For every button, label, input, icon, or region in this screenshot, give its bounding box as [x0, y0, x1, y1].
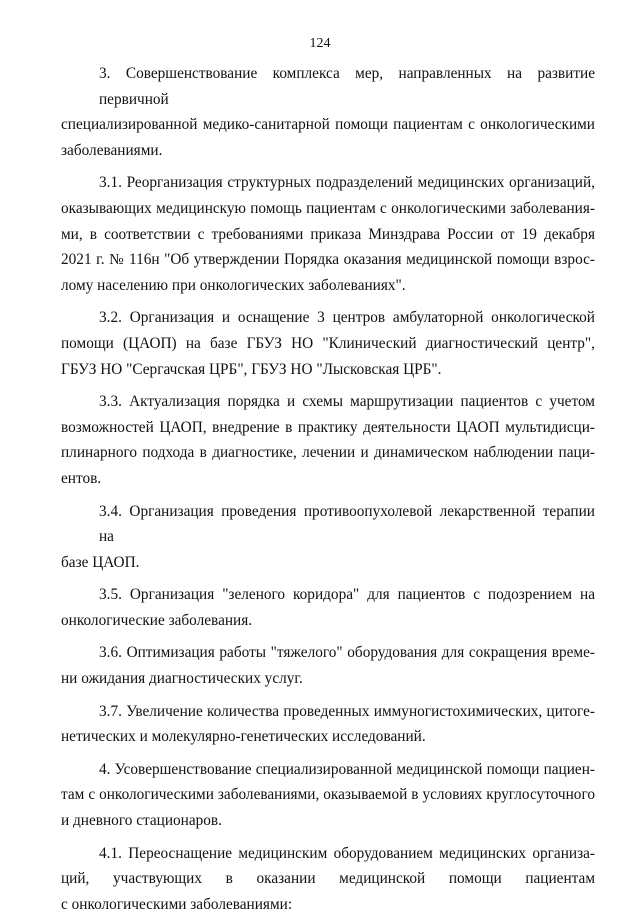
paragraph-line: 4.1. Переоснащение медицинским оборудованием медицинских организа- — [99, 844, 595, 862]
page-number: 124 — [309, 36, 331, 51]
paragraph-p3-6 — [61, 640, 595, 691]
paragraph-line: специализированной медико-санитарной помощи пациентам с онкологическими — [61, 116, 595, 134]
paragraph-line: ГБУЗ НО "Сергачская ЦРБ", ГБУЗ НО "Лысковская ЦРБ". — [61, 360, 442, 378]
paragraph-line: заболеваниями. — [61, 141, 163, 159]
paragraph-line: там с онкологическими заболеваниями, оказываемой в условиях круглосуточного — [61, 786, 595, 804]
paragraph-line: ентов. — [61, 469, 102, 487]
paragraph-line: 3.6. Оптимизация работы "тяжелого" оборудования для сокращения време- — [99, 644, 595, 662]
paragraph-p3-4 — [61, 499, 595, 576]
paragraph-line: помощи (ЦАОП) на базе ГБУЗ НО "Клинический диагностический центр", — [61, 334, 595, 352]
paragraph-line: 2021 г. № 116н "Об утверждении Порядка оказания медицинской помощи взрос- — [61, 251, 595, 269]
paragraph-line: лому населению при онкологических заболеваниях". — [61, 276, 406, 294]
document-body — [61, 61, 595, 917]
paragraph-p3-1 — [61, 170, 595, 298]
paragraph-line: 3.4. Организация проведения противоопухолевой лекарственной терапии на — [99, 502, 595, 546]
paragraph-p3 — [61, 61, 595, 163]
paragraph-line: возможностей ЦАОП, внедрение в практику деятельности ЦАОП мультидисци- — [61, 418, 595, 436]
paragraph-line: онкологические заболевания. — [61, 611, 253, 629]
paragraph-line: базе ЦАОП. — [61, 553, 140, 571]
paragraph-line: 3.1. Реорганизация структурных подразделений медицинских организаций, — [99, 174, 595, 192]
paragraph-line: 4. Усовершенствование специализированной медицинской помощи пациен- — [99, 760, 595, 778]
paragraph-line: ми, в соответствии с требованиями приказа Минздрава России от 19 декабря — [61, 225, 595, 243]
paragraph-line: 3.7. Увеличение количества проведенных иммуногистохимических, цитоге- — [99, 702, 595, 720]
paragraph-line: 3. Совершенствование комплекса мер, направленных на развитие первичной — [99, 65, 595, 108]
paragraph-line: ций, участвующих в оказании медицинской помощи пациентам — [61, 870, 595, 888]
paragraph-line: с онкологическими заболеваниями: — [61, 895, 293, 913]
paragraph-p3-2 — [61, 305, 595, 382]
paragraph-p3-3 — [61, 389, 595, 491]
paragraph-line: ни ожидания диагностических услуг. — [61, 670, 303, 688]
paragraph-p4-1 — [61, 841, 595, 917]
paragraph-line: и дневного стационаров. — [61, 812, 222, 830]
paragraph-line: 3.2. Организация и оснащение 3 центров амбулаторной онкологической — [99, 309, 595, 327]
paragraph-p3-7 — [61, 699, 595, 750]
paragraph-p3-5 — [61, 582, 595, 633]
paragraph-line: оказывающих медицинскую помощь пациентам с онкологическими заболевания- — [61, 199, 595, 217]
paragraph-line: нетических и молекулярно-генетических исследований. — [61, 728, 426, 746]
paragraph-line: 3.3. Актуализация порядка и схемы маршрутизации пациентов с учетом — [99, 393, 595, 411]
paragraph-line: плинарного подхода в диагностике, лечении и динамическом наблюдении паци- — [61, 444, 595, 462]
paragraph-line: 3.5. Организация "зеленого коридора" для пациентов с подозрением на — [99, 586, 595, 604]
paragraph-p4 — [61, 757, 595, 834]
